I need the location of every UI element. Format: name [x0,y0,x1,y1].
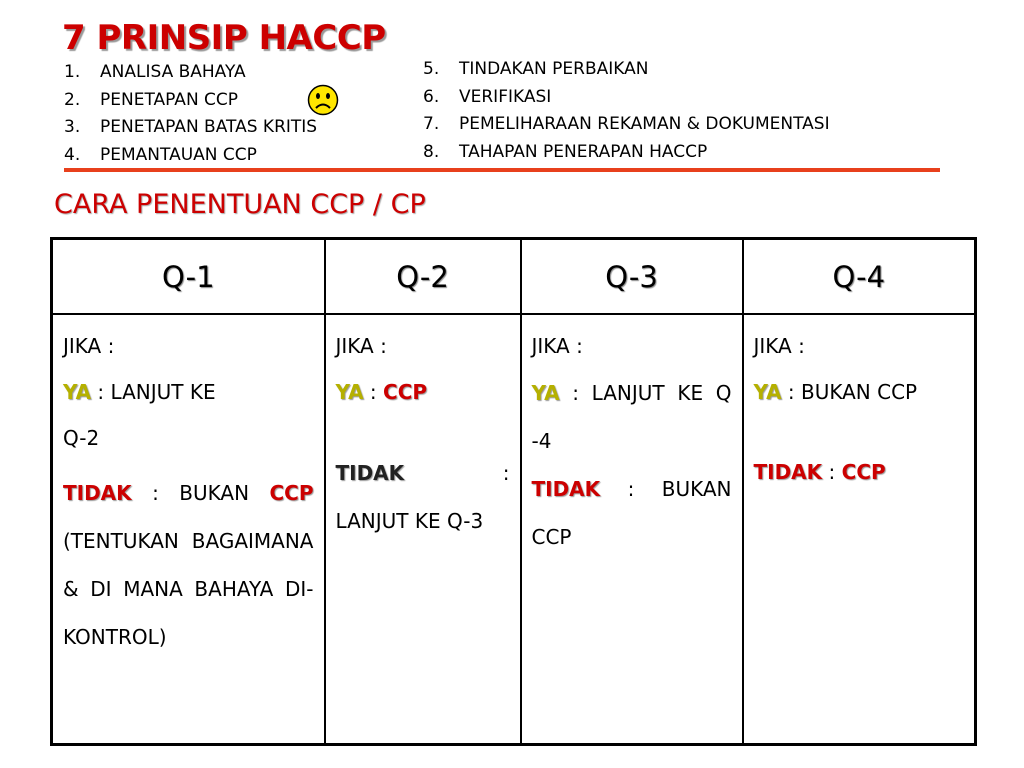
ya-keyword: YA [63,380,92,404]
ya-line: YA : LANJUT KE Q -4 [531,381,732,453]
header-q2: Q-2 [325,239,521,315]
frown-face-icon [307,84,339,116]
principle-item: 7. PEMELIHARAAN REKAMAN & DOKUMENTASI [423,114,830,134]
ccp-keyword: CCP [841,460,886,484]
ya-keyword: YA [335,380,364,404]
ya-line: YA : LANJUT KE [63,380,216,404]
slide-title: 7 PRINSIP HACCP [62,18,386,58]
header-q1: Q-1 [52,239,325,315]
cell-q2 [325,314,521,745]
tidak-keyword: TIDAK [753,460,823,484]
ya-line: YA : BUKAN CCP [753,380,918,404]
principles-list-left [64,59,317,169]
jika-label: JIKA : [335,334,387,358]
table-row [52,314,976,745]
principle-item: 8. TAHAPAN PENERAPAN HACCP [423,141,708,162]
table-header-row [52,239,976,315]
cell-q4 [743,314,976,745]
jika-label: JIKA : [63,334,115,358]
section-subtitle: CARA PENENTUAN CCP / CP [54,189,426,220]
tidak-keyword: TIDAK [531,477,601,501]
tidak-line: TIDAK : BUKAN CCP (TENTUKAN BAGAIMANA & DI MANA BAHAYA DI-KONTROL) [63,481,314,649]
tidak-line: TIDAK : BUKAN CCP [531,477,732,549]
jika-label: JIKA : [531,334,583,358]
principle-item: 4. PEMANTAUAN CCP [64,144,257,165]
principle-item: 2. PENETAPAN CCP [64,89,239,110]
ya-keyword: YA [753,380,782,404]
header-q4: Q-4 [743,239,976,315]
cell-q1 [52,314,325,745]
ccp-decision-table [50,237,977,746]
cell-q3 [521,314,743,745]
tidak-line: TIDAK : LANJUT KE Q-3 [335,461,510,533]
tidak-line: TIDAK : CCP [753,460,886,484]
tidak-keyword: TIDAK [335,461,405,485]
spacer [754,433,965,459]
jika-label: JIKA : [753,334,805,358]
principle-item: 5. TINDAKAN PERBAIKAN [423,59,649,79]
principle-item: 3. PENETAPAN BATAS KRITIS [64,117,318,137]
tidak-keyword: TIDAK [63,481,132,505]
ccp-keyword: CCP [269,481,314,505]
title-divider [64,168,940,172]
ya-keyword: YA [531,381,560,405]
principle-item: 6. VERIFIKASI [423,86,552,107]
ya-line: YA : CCP [335,380,428,404]
ya-target: Q-2 [63,426,100,450]
ccp-keyword: CCP [383,380,428,404]
header-q3: Q-3 [521,239,743,315]
principles-list-right [423,56,830,166]
principle-item: 1. ANALISA BAHAYA [64,62,246,82]
